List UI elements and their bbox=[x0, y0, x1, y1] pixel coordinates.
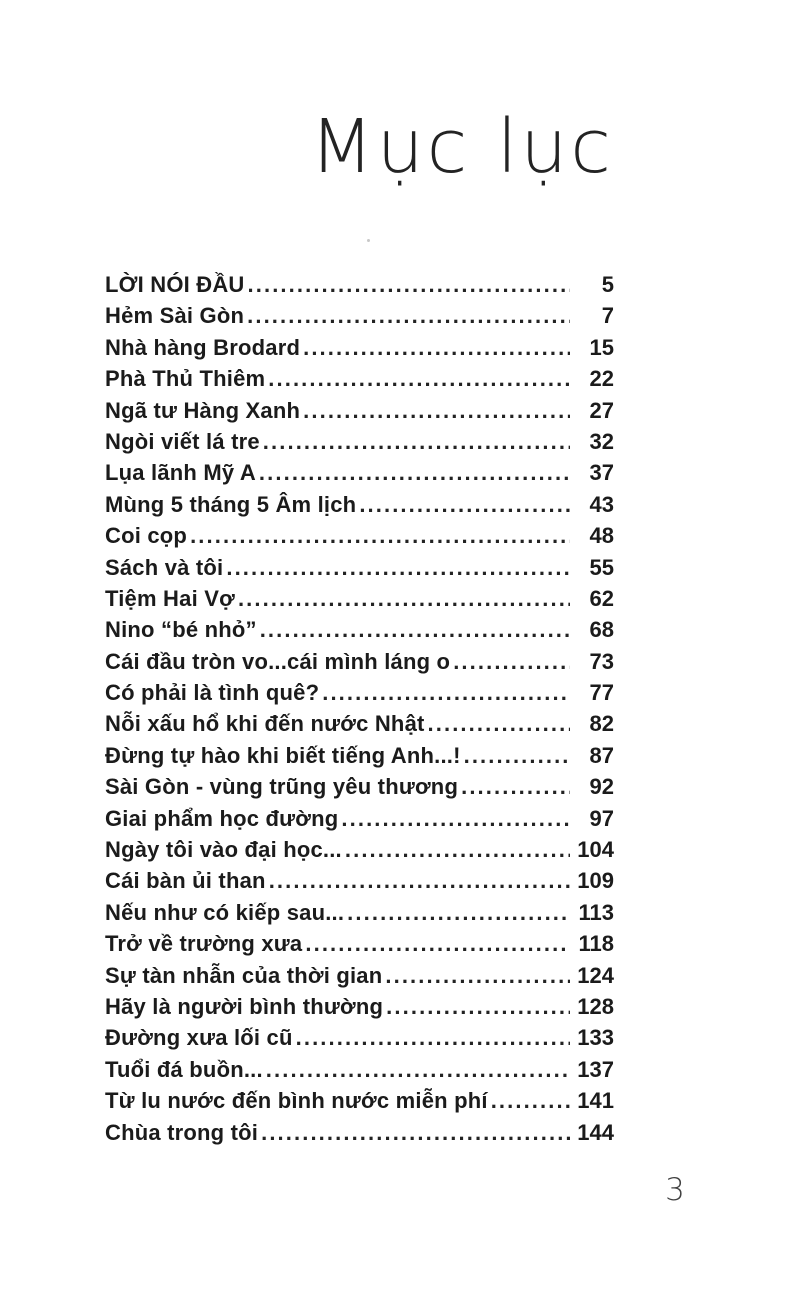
toc-entry bbox=[105, 994, 614, 1025]
toc-entry bbox=[105, 1057, 614, 1088]
toc-entry bbox=[105, 649, 614, 680]
toc-entry-page: 109 bbox=[577, 868, 614, 894]
toc-entry-title: Giai phẩm học đường bbox=[105, 805, 339, 831]
toc-entry bbox=[105, 931, 614, 962]
toc-entry-page: 144 bbox=[577, 1119, 614, 1145]
dot-leader bbox=[266, 1057, 570, 1083]
toc-entry-title: Nỗi xấu hổ khi đến nước Nhật bbox=[105, 711, 425, 737]
toc-entry-page: 15 bbox=[589, 334, 614, 360]
toc-entry bbox=[105, 398, 614, 429]
dot-leader bbox=[347, 900, 570, 926]
toc-entry bbox=[105, 335, 614, 366]
toc-entry-page: 68 bbox=[589, 617, 614, 643]
toc-entry-title: Nếu như có kiếp sau... bbox=[105, 899, 345, 925]
dot-leader bbox=[259, 460, 570, 486]
toc-entry bbox=[105, 711, 614, 742]
toc-entry-title: Nino “bé nhỏ” bbox=[105, 617, 257, 643]
dot-leader bbox=[247, 303, 570, 329]
toc-entry-title: Ngã tư Hàng Xanh bbox=[105, 397, 301, 423]
toc-entry-page: 22 bbox=[589, 366, 614, 392]
toc-entry bbox=[105, 272, 614, 303]
dot-leader bbox=[190, 523, 570, 549]
toc-entry bbox=[105, 774, 614, 805]
toc-entry bbox=[105, 303, 614, 334]
folio-page-number: 3 bbox=[665, 1172, 685, 1208]
dot-leader bbox=[248, 272, 570, 298]
toc-entry-title: Tuổi đá buồn... bbox=[105, 1056, 263, 1082]
dot-leader bbox=[453, 649, 570, 675]
toc-entry-title: Sự tàn nhẫn của thời gian bbox=[105, 962, 383, 988]
toc-entry-title: Có phải là tình quê? bbox=[105, 680, 320, 706]
toc-entry-title: Phà Thủ Thiêm bbox=[105, 366, 266, 392]
dot-leader bbox=[305, 931, 570, 957]
toc-entry bbox=[105, 523, 614, 554]
toc-entry-page: 62 bbox=[589, 585, 614, 611]
toc-entry-title: Sài Gòn - vùng trũng yêu thương bbox=[105, 774, 459, 800]
dot-leader bbox=[260, 617, 570, 643]
toc-entry bbox=[105, 492, 614, 523]
dot-leader bbox=[261, 1120, 570, 1146]
toc-entry-page: 97 bbox=[589, 805, 614, 831]
toc-entry-title: Mùng 5 tháng 5 Âm lịch bbox=[105, 491, 357, 517]
dot-leader bbox=[359, 492, 570, 518]
toc-entry-page: 104 bbox=[577, 837, 614, 863]
toc-entry bbox=[105, 586, 614, 617]
toc-entry-title: Nhà hàng Brodard bbox=[105, 334, 301, 360]
toc-entry-page: 5 bbox=[601, 272, 614, 297]
dot-leader bbox=[226, 555, 570, 581]
toc-entry-title: Chùa trong tôi bbox=[105, 1119, 259, 1145]
toc-entry-title: Coi cọp bbox=[105, 523, 188, 549]
toc-entry-page: 32 bbox=[589, 428, 614, 454]
toc-entry-page: 137 bbox=[577, 1056, 614, 1082]
dot-leader bbox=[268, 366, 570, 392]
toc-entry bbox=[105, 460, 614, 491]
toc-entry-title: LỜI NÓI ĐẦU bbox=[105, 272, 245, 297]
toc-entry-page: 55 bbox=[589, 554, 614, 580]
toc-entry-title: Tiệm Hai Vợ bbox=[105, 585, 235, 611]
page-title: Mục lục bbox=[309, 104, 614, 190]
toc-entry-title: Đường xưa lối cũ bbox=[105, 1025, 293, 1051]
toc-entry-title: Sách và tôi bbox=[105, 554, 224, 580]
dot-leader bbox=[491, 1088, 570, 1114]
toc-entry-page: 77 bbox=[589, 680, 614, 706]
toc-entry-page: 82 bbox=[589, 711, 614, 737]
toc-entry-title: Hẻm Sài Gòn bbox=[105, 303, 245, 329]
toc-entry bbox=[105, 743, 614, 774]
toc-entry-page: 27 bbox=[589, 397, 614, 423]
toc-entry bbox=[105, 1025, 614, 1056]
dot-leader bbox=[322, 680, 570, 706]
toc-entry bbox=[105, 868, 614, 899]
toc-entry-title: Cái bàn ủi than bbox=[105, 868, 266, 894]
toc-entry-title: Cái đầu tròn vo...cái mình láng o bbox=[105, 648, 451, 674]
dot-leader bbox=[386, 994, 570, 1020]
toc-entry bbox=[105, 963, 614, 994]
dot-leader bbox=[263, 429, 570, 455]
dot-leader bbox=[269, 868, 570, 894]
dot-leader bbox=[464, 743, 570, 769]
toc-entry-page: 128 bbox=[577, 993, 614, 1019]
toc-entry-page: 37 bbox=[589, 460, 614, 486]
toc-entry bbox=[105, 837, 614, 868]
dot-leader bbox=[341, 806, 570, 832]
dot-leader bbox=[385, 963, 570, 989]
dot-leader bbox=[461, 774, 570, 800]
scan-speck bbox=[367, 239, 370, 242]
toc-entry-page: 73 bbox=[589, 648, 614, 674]
dot-leader bbox=[303, 398, 570, 424]
dot-leader bbox=[345, 837, 570, 863]
toc-entry-title: Ngòi viết lá tre bbox=[105, 428, 260, 454]
dot-leader bbox=[296, 1025, 570, 1051]
table-of-contents bbox=[105, 272, 614, 1151]
toc-entry-page: 87 bbox=[589, 742, 614, 768]
toc-entry bbox=[105, 555, 614, 586]
toc-entry bbox=[105, 900, 614, 931]
toc-entry bbox=[105, 366, 614, 397]
toc-entry-page: 113 bbox=[578, 899, 614, 925]
dot-leader bbox=[428, 711, 570, 737]
toc-entry-title: Từ lu nước đến bình nước miễn phí bbox=[105, 1088, 488, 1114]
toc-entry-page: 43 bbox=[589, 491, 614, 517]
toc-entry-page: 141 bbox=[577, 1088, 614, 1114]
toc-entry bbox=[105, 429, 614, 460]
toc-entry-title: Trở về trường xưa bbox=[105, 931, 303, 957]
dot-leader bbox=[238, 586, 570, 612]
toc-entry-title: Hãy là người bình thường bbox=[105, 993, 384, 1019]
toc-entry bbox=[105, 617, 614, 648]
toc-entry-page: 7 bbox=[601, 303, 614, 329]
toc-entry-title: Ngày tôi vào đại học... bbox=[105, 837, 342, 863]
toc-entry bbox=[105, 680, 614, 711]
toc-entry-page: 92 bbox=[589, 774, 614, 800]
toc-entry bbox=[105, 806, 614, 837]
toc-entry-page: 48 bbox=[589, 523, 614, 549]
dot-leader bbox=[303, 335, 570, 361]
toc-entry bbox=[105, 1088, 614, 1119]
toc-entry-title: Lụa lãnh Mỹ A bbox=[105, 460, 256, 486]
toc-entry-title: Đừng tự hào khi biết tiếng Anh...! bbox=[105, 742, 461, 768]
toc-entry-page: 124 bbox=[577, 962, 614, 988]
toc-entry-page: 118 bbox=[578, 931, 614, 957]
toc-entry bbox=[105, 1120, 614, 1151]
toc-entry-page: 133 bbox=[577, 1025, 614, 1051]
